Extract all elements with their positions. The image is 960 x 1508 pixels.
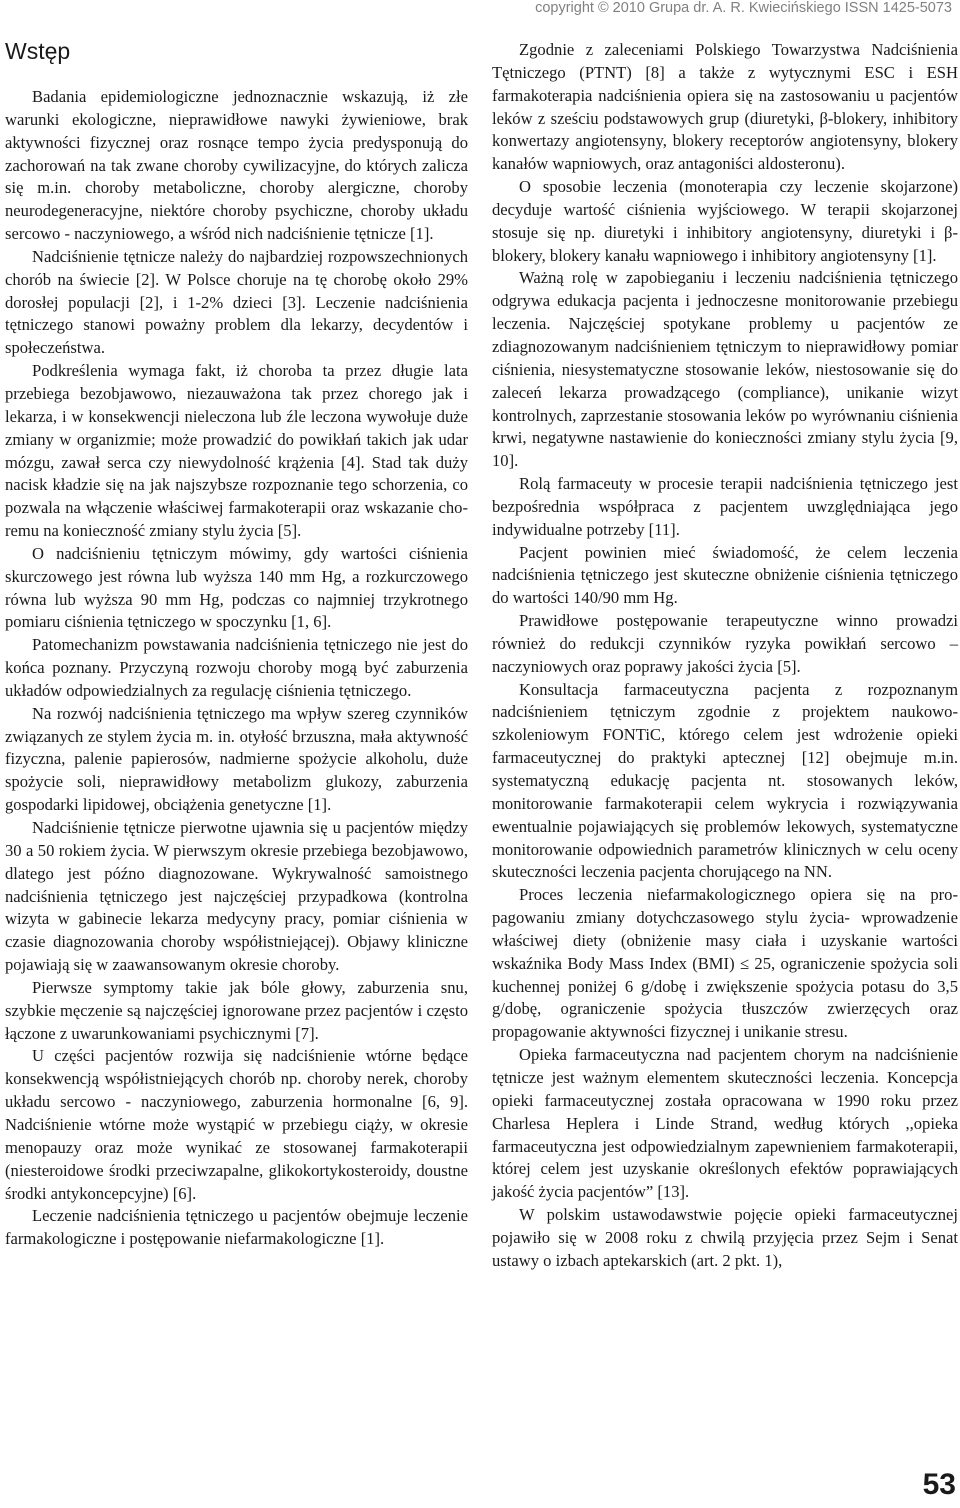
paragraph: Konsultacja farmaceutyczna pacjenta z rozpoznanym nadciśnieniem tętniczym zgodnie z projektem naukowo-szkoleniowym FONTiC, którego celem jest wdrożenie opieki farmaceutycznej do praktyki aptecznej [12] obejmuje m.in. systematyczną edukację pacjenta nt. stosowanych leków, monitorowanie farmakoterapii celem wykrycia i rozwiązywania ewentualnie pojawiających się problemów lekowych, systematyczne monitorowanie odpowiednich parametrów klinicznych w celu oceny skuteczności leczenia pacjenta chorującego na NN. [492, 679, 958, 882]
paragraph: Ważną rolę w zapobieganiu i leczeniu nadciśnienia tętniczego odgrywa edukacja pacjenta i jednoczesne monitorowanie przebiegu leczenia. Najczęściej spotykane problemy u pacjentów ze zdiagnozowanym nadciśnieniem tętniczym to nieprawidłowy pomiar ciśnienia, niesystematyczne stosowanie leków, niestosowanie się do zaleceń lekarza prowadzącego (compliance), unikanie wizyt kontrolnych, zaprzestanie stosowania leków po wyrównaniu ciśnienia krwi, negatywne nastawienie do konieczności zmiany stylu życia [9, 10]. [492, 268, 958, 471]
paragraph: Prawidłowe postępowanie terapeutyczne winno prowadzi również do redukcji czynników ryzyka powikłań sercowo – naczyniowych oraz poprawy jakości życia [5]. [492, 611, 958, 676]
paragraph: Pacjent powinien mieć świadomość, że celem leczenia nadciśnienia tętniczego jest skuteczne obniżenie ciśnienia tętniczego do wartości 140/90 mm Hg. [492, 542, 958, 608]
paragraph: Nadciśnienie tętnicze pierwotne ujawnia się u pacjentów między 30 a 50 rokiem życia. W pierwszym okresie przebiega bezobjawowo, dlatego jest późno diagnozowane. Wykrywalność samoistnego nadciśnienia tętniczego jest najczęściej przypadkowa (kontrolna wizyta w gabinecie lekarza medycyny pracy, pomiar ciśnienia w czasie diagnozowania choroby współistniejącej). Objawy kliniczne pojawiają się w zaawansowanym okresie choroby. [5, 818, 468, 975]
copyright-notice: copyright © 2010 Grupa dr. A. R. Kwiecińskiego ISSN 1425-5073 [535, 0, 952, 16]
paragraph: Opieka farmaceutyczna nad pacjentem chorym na nadciśnienie tętnicze jest ważnym elementem skuteczności leczenia. Koncepcja opieki farmaceutycznej została opracowana w 1990 roku przez Charlesa Heplera i Linde Strand, według których ,,opieka farmaceutyczna jest odpowiedzialnym zapewnieniem farmakoterapii, której celem jest uzyskanie określonych efektów poprawiających jakość życia pacjentów” [13]. [492, 1045, 958, 1202]
paragraph: Patomechanizm powstawania nadciśnienia tętniczego nie jest do końca poznany. Przyczyną rozwoju choroby mogą być zaburzenia układów odpowiedzialnych za regulację ciśnienia tętniczego. [5, 635, 468, 700]
paragraph: Leczenie nadciśnienia tętniczego u pacjentów obejmuje leczenie farmakologiczne i postępowanie niefarmakologiczne [1]. [5, 1206, 468, 1249]
paragraph: Podkreślenia wymaga fakt, iż choroba ta przez długie lata przebiega bezobjawowo, niezauważona tak przez chorego jak i lekarza, i w konsekwencji nieleczona lub źle leczona wywołuje duże zmiany w organizmie; może prowadzić do powikłań takich jak udar mózgu, zawał serca czy niewydolność krążenia [4]. Stad tak duży nacisk kładzie się na jak najszybsze rozpoznanie tego schorzenia, co pozwala na włączenie właściwej farmakoterapii oraz wskazanie choremu na konieczność zmiany stylu życia [5]. [5, 361, 468, 541]
right-column [492, 39, 958, 1273]
paragraph: Rolą farmaceuty w procesie terapii nadciśnienia tętniczego jest bezpośrednia współpraca z pacjentem uwzględniająca jego indywidualne potrzeby [11]. [492, 474, 958, 539]
paragraph: O sposobie leczenia (monoterapia czy leczenie skojarzone) decyduje wartość ciśnienia wyjściowego. W terapii skojarzonej stosuje się np. diuretyki i inhibitory angiotensyny, diuretyki i β-blokery, blokery kanału wapniowego i inhibitory angiotensyny [1]. [492, 177, 958, 265]
left-column [5, 86, 468, 1251]
paragraph: Proces leczenia niefarmakologicznego opiera się na propagowaniu zmiany dotychczasowego stylu życia- wprowadzenie właściwej diety (obniżenie masy ciała i uzyskanie wartości wskaźnika Body Mass Index (BMI) ≤ 25, ograniczenie spożycia soli kuchennej poniżej 6 g/dobę i zwiększenie spożycia potasu do 3,5 g/dobę, ograniczenie spożycia tłuszczów zwierzęcych oraz propagowanie aktywności fizycznej i unikanie stresu. [492, 885, 958, 1042]
paragraph: U części pacjentów rozwija się nadciśnienie wtórne będące konsekwencją współistniejących chorób np. choroby nerek, choroby układu sercowo - naczyniowego, zaburzenia hormonalne [6, 9]. Nadciśnienie wtórne może wystąpić w przebiegu ciąży, w okresie menopauzy oraz może wynikać ze stosowanej farmakoterapii (niesteroidowe środki przeciwzapalne, glikokortykosteroidy, doustne środki antykoncepcyjne) [6]. [5, 1046, 468, 1203]
section-title: Wstęp [5, 38, 71, 64]
page-number: 53 [922, 1468, 956, 1501]
paragraph: Nadciśnienie tętnicze należy do najbardziej rozpowszechnionych chorób na świecie [2]. W Polsce choruje na tę chorobę około 29% dorosłej populacji [2], i 1-2% dzieci [3]. Leczenie nadciśnienia tętniczego stanowi poważny problem dla lekarzy, decydentów i społeczeństwa. [5, 246, 468, 358]
paragraph: Zgodnie z zaleceniami Polskiego Towarzystwa Nadciśnienia Tętniczego (PTNT) [8] a także z wytycznymi ESC i ESH farmakoterapia nadciśnienia opiera się na zastosowaniu u pacjentów leków z sześciu podstawowych grup (diuretyki, β-blokery, inhibitory konwertazy angiotensyny, blokery receptorów angiotensyny, blokery kanałów wapniowych, oraz antagoniści aldosteronu). [492, 40, 958, 174]
paragraph: O nadciśnieniu tętniczym mówimy, gdy wartości ciśnienia skurczowego jest równa lub wyższa 140 mm Hg, a rozkurczowego równa lub wyższa 90 mm Hg, podczas co najmniej trzykrotnego pomiaru ciśnienia tętniczego w spoczynku [1, 6]. [5, 543, 468, 632]
paragraph: Na rozwój nadciśnienia tętniczego ma wpływ szereg czynników związanych ze stylem życia m. in. otyłość brzuszna, mała aktywność fizyczna, palenie papierosów, nadmierne spożycie alkoholu, duże spożycie soli, nieprawidłowy metabolizm glukozy, zaburzenia gospodarki lipidowej, obciążenia genetyczne [1]. [5, 703, 468, 815]
paragraph: W polskim ustawodawstwie pojęcie opieki farmaceutycznej pojawiło się w 2008 roku z chwilą przyjęcia przez Sejm i Senat ustawy o izbach aptekarskich (art. 2 pkt. 1), [492, 1205, 958, 1270]
paragraph: Pierwsze symptomy takie jak bóle głowy, zaburzenia snu, szybkie męczenie są najczęściej ignorowane przez pacjentów i często łączone z uwarunkowaniami psychicznymi [7]. [5, 977, 468, 1043]
paragraph: Badania epidemiologiczne jednoznacznie wskazują, iż złe warunki ekologiczne, nieprawidłowe nawyki żywieniowe, brak aktywności fizycznej oraz rosnące tempo życia predysponują do zachorowań na tak zwane choroby cywilizacyjne, do których zalicza się m.in. choroby metaboliczne, choroby alergiczne, choroby neurodegeneracyjne, niektóre choroby psychiczne, choroby układu sercowo - naczyniowego, a wśród nich nadciśnienie tętnicze [1]. [5, 87, 468, 244]
